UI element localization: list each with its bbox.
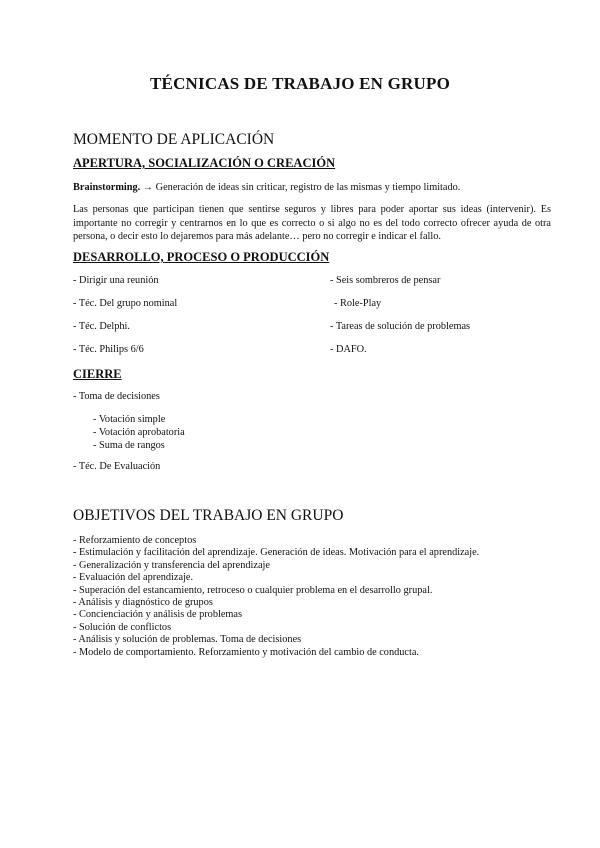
desarrollo-right-item: - Role-Play	[334, 298, 382, 309]
desarrollo-left-item: - Téc. Delphi.	[73, 321, 130, 332]
desarrollo-right-item: - Seis sombreros de pensar	[330, 275, 441, 286]
subheading-apertura: APERTURA, SOCIALIZACIÓN O CREACIÓN	[73, 156, 336, 170]
page-title: TÉCNICAS DE TRABAJO EN GRUPO	[150, 74, 450, 93]
cierre-subitems	[93, 413, 185, 452]
cierre-subitem: - Suma de rangos	[93, 440, 165, 451]
objetivo-item: - Superación del estancamiento, retroceso o cualquier problema en el desarrollo grupal.	[73, 584, 433, 596]
objetivos-list	[73, 535, 479, 659]
desarrollo-left-item: - Dirigir una reunión	[73, 275, 159, 286]
objetivo-item: - Reforzamiento de conceptos	[73, 535, 197, 546]
objetivo-item: - Análisis y diagnóstico de grupos	[73, 597, 213, 609]
desarrollo-left-item: - Téc. Del grupo nominal	[73, 298, 178, 309]
section-heading-objetivos: OBJETIVOS DEL TRABAJO EN GRUPO	[73, 507, 344, 524]
cierre-subitem: - Votación aprobatoria	[93, 427, 185, 438]
objetivo-item: - Estimulación y facilitación del aprendizaje. Generación de ideas. Motivación para el aprendizaje.	[73, 547, 480, 559]
objetivo-item: - Modelo de comportamiento. Reforzamiento y motivación del cambio de conducta.	[73, 646, 419, 658]
arrow-icon: →	[142, 182, 154, 193]
brainstorming-term: Brainstorming.	[73, 182, 141, 193]
brainstorming-line	[73, 181, 460, 195]
objetivo-item: - Evaluación del aprendizaje.	[73, 572, 194, 584]
desarrollo-right-item: - Tareas de solución de problemas	[330, 321, 471, 332]
cierre-item-evaluacion: - Téc. De Evaluación	[73, 461, 161, 472]
cierre-item-decisiones: - Toma de decisiones	[73, 391, 160, 402]
desarrollo-right-item: - DAFO.	[330, 344, 367, 355]
objetivo-item: - Generalización y transferencia del aprendizaje	[73, 559, 270, 571]
subheading-desarrollo: DESARROLLO, PROCESO O PRODUCCIÓN	[73, 250, 330, 264]
subheading-cierre: CIERRE	[73, 367, 122, 381]
section-heading-momento: MOMENTO DE APLICACIÓN	[73, 131, 275, 148]
cierre-subitem: - Votación simple	[93, 414, 166, 425]
objetivo-item: - Concienciación y análisis de problemas	[73, 609, 242, 621]
desarrollo-left-item: - Téc. Philips 6/6	[73, 344, 144, 355]
brainstorming-definition: Generación de ideas sin criticar, registro de las mismas y tiempo limitado.	[155, 182, 461, 193]
objetivo-item: - Análisis y solución de problemas. Toma de decisiones	[73, 634, 302, 646]
objetivo-item: - Solución de conflictos	[73, 621, 172, 633]
apertura-paragraph: Las personas que participan tienen que sentirse seguros y libres para poder aportar sus ideas (intervenir). Es importante no corregir y centrarnos en lo que es correcto o si algo no es del todo correcto ofrecer ayuda de otra persona, o decir esto lo dejaremos para más adelante… pero no corregir e indicar el fallo.	[73, 204, 551, 242]
